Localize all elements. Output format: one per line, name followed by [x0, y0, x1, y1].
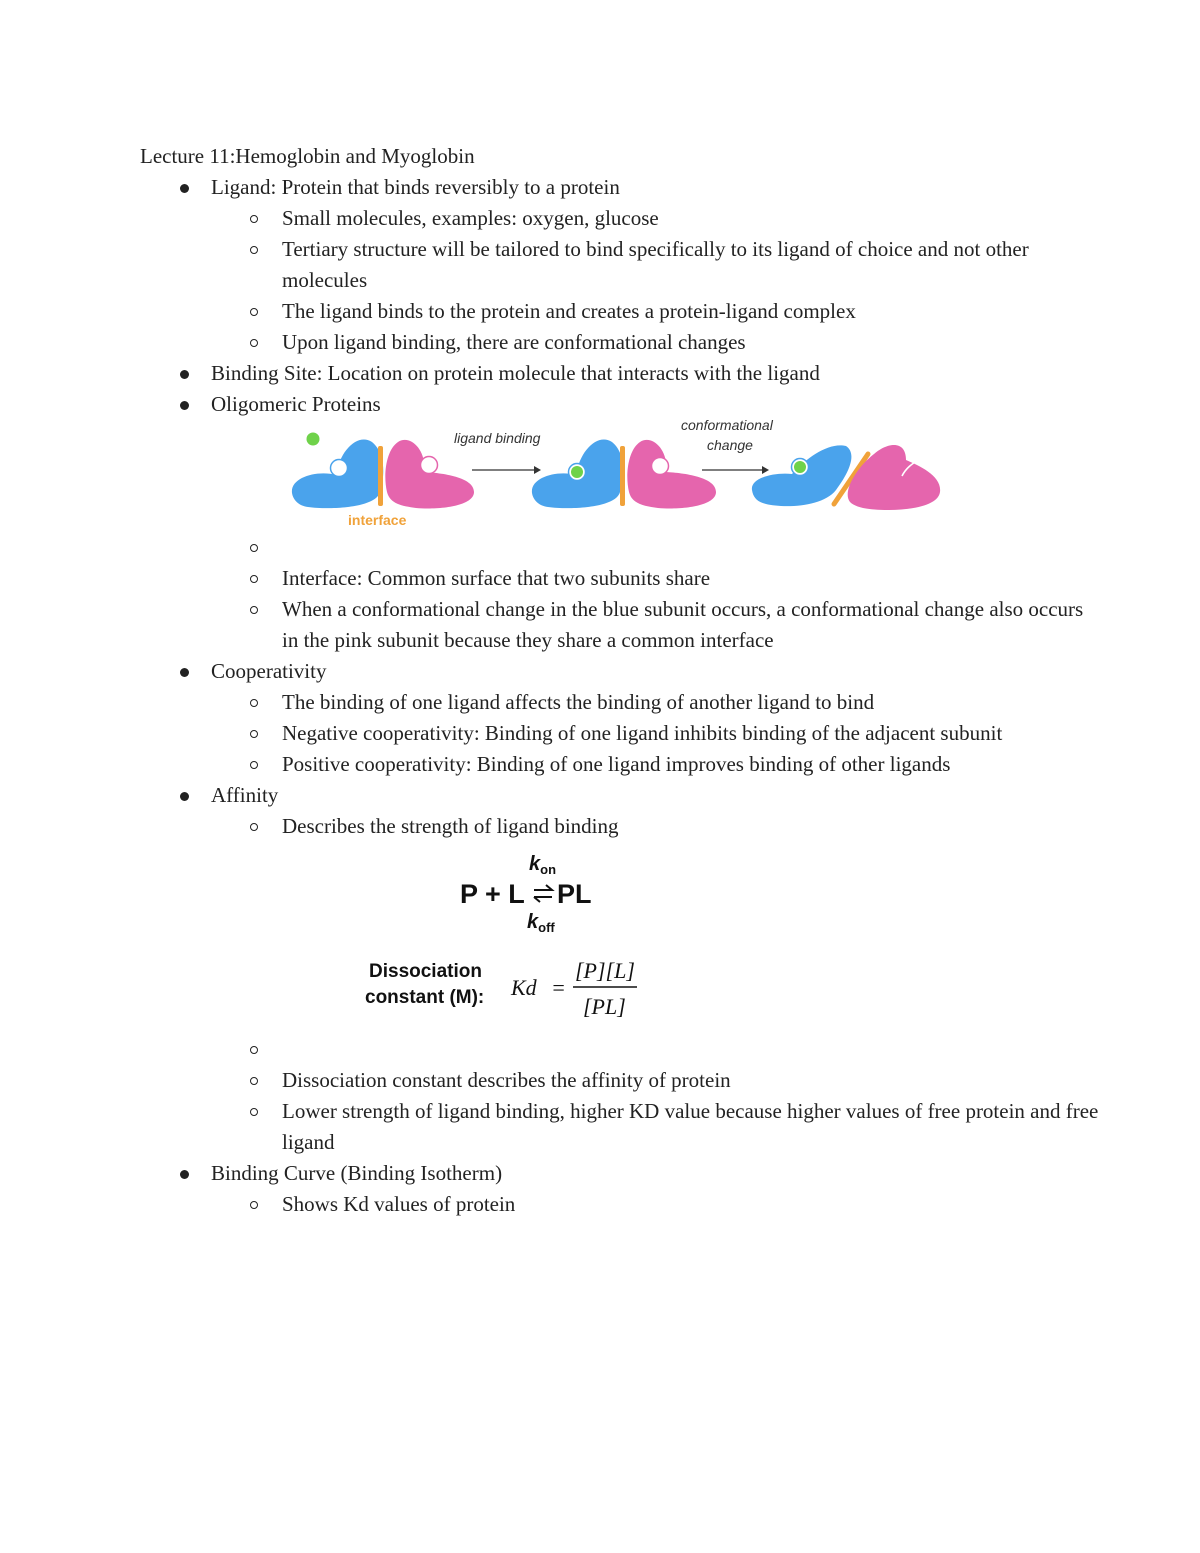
sub-bullet-text: Negative cooperativity: Binding of one ligand inhibits binding of the adjacent subunit	[282, 721, 1003, 745]
sub-bullet-text: Upon ligand binding, there are conformational changes	[282, 330, 746, 354]
sub-bullet	[140, 687, 1100, 718]
bullet-ligand	[140, 172, 1100, 358]
bullet-binding-curve	[140, 1158, 1100, 1220]
hollow-bullet-icon	[250, 730, 258, 738]
dissociation-equation-figure	[365, 848, 665, 1034]
sub-bullet-text: Describes the strength of ligand binding	[282, 814, 619, 838]
equilibrium-arrows-icon	[534, 885, 552, 902]
bullet-cooperativity	[140, 656, 1100, 780]
bullet-oligomeric-proteins	[140, 389, 1100, 656]
interface-bar	[378, 446, 383, 506]
oligomeric-protein-figure	[290, 420, 950, 532]
hollow-bullet-icon	[250, 1108, 258, 1116]
bullet-text: Binding Curve (Binding Isotherm)	[211, 1161, 503, 1185]
hollow-bullet-icon	[250, 575, 258, 583]
sub-bullet	[140, 1034, 1100, 1065]
interface-label: interface	[348, 512, 407, 528]
document-body	[140, 141, 1100, 1220]
binding-site-icon	[331, 460, 348, 477]
arrow-label-change: change	[707, 437, 753, 453]
ligand-icon	[794, 461, 806, 473]
pink-subunit-shape	[848, 445, 940, 510]
sub-bullet	[140, 203, 1100, 234]
sub-bullet-text: The ligand binds to the protein and creates a protein-ligand complex	[282, 299, 856, 323]
hollow-bullet-icon	[250, 823, 258, 831]
filled-bullet-icon	[180, 184, 189, 193]
sub-bullet	[140, 296, 1100, 327]
hollow-bullet-icon	[250, 1077, 258, 1085]
pink-subunit-shape	[627, 440, 716, 509]
outline	[140, 172, 1100, 1220]
arrow-head-icon	[534, 466, 541, 474]
binding-site-icon	[421, 457, 438, 474]
interface-bar	[620, 446, 625, 506]
filled-bullet-icon	[180, 792, 189, 801]
free-ligand-icon	[307, 433, 320, 446]
sub-bullet	[140, 327, 1100, 358]
filled-bullet-icon	[180, 668, 189, 677]
sub-bullet-text: Tertiary structure will be tailored to bind specifically to its ligand of choice and not other molecules	[282, 237, 1029, 292]
hollow-bullet-icon	[250, 699, 258, 707]
bullet-affinity	[140, 780, 1100, 1158]
sub-bullet-text: Small molecules, examples: oxygen, glucose	[282, 206, 659, 230]
kd-numerator: [P][L]	[575, 958, 635, 983]
arrow-head-icon	[762, 466, 769, 474]
kd-denominator: [PL]	[583, 994, 626, 1019]
sub-bullet	[140, 532, 1100, 563]
sub-bullet	[140, 749, 1100, 780]
sub-bullet	[140, 718, 1100, 749]
sub-bullet-text	[282, 535, 287, 559]
filled-bullet-icon	[180, 1170, 189, 1179]
kd-symbol: Kd	[511, 975, 537, 1000]
dissociation-label-line2: constant (M):	[365, 987, 485, 1008]
hollow-bullet-icon	[250, 544, 258, 552]
sub-bullet	[140, 811, 1100, 842]
hollow-bullet-icon	[250, 215, 258, 223]
sub-bullet-text	[282, 1037, 287, 1061]
filled-bullet-icon	[180, 370, 189, 379]
sub-bullet-text: When a conformational change in the blue subunit occurs, a conformational change also occurs in the pink subunit because they share a common interface	[282, 597, 1084, 652]
arrow-label-conformational: conformational	[681, 420, 773, 433]
binding-site-icon	[652, 458, 669, 475]
hollow-bullet-icon	[250, 1046, 258, 1054]
reaction-left: P + L	[460, 879, 525, 909]
sub-bullet-text: Interface: Common surface that two subunits share	[282, 566, 711, 590]
sub-bullet-text: The binding of one ligand affects the binding of another ligand to bind	[282, 690, 875, 714]
hollow-bullet-icon	[250, 246, 258, 254]
sub-bullet	[140, 1065, 1100, 1096]
bullet-binding-site	[140, 358, 1100, 389]
bullet-text: Binding Site: Location on protein molecule that interacts with the ligand	[211, 361, 820, 385]
hollow-bullet-icon	[250, 606, 258, 614]
sub-bullet	[140, 594, 1100, 656]
sub-bullet-text: Shows Kd values of protein	[282, 1192, 516, 1216]
filled-bullet-icon	[180, 401, 189, 410]
hollow-bullet-icon	[250, 308, 258, 316]
sub-bullet-text: Dissociation constant describes the affinity of protein	[282, 1068, 731, 1092]
reaction-right: PL	[557, 879, 592, 909]
bullet-text: Oligomeric Proteins	[211, 392, 381, 416]
sub-bullet	[140, 1096, 1100, 1158]
sub-bullet	[140, 1189, 1100, 1220]
ligand-icon	[571, 466, 583, 478]
sub-bullet	[140, 563, 1100, 594]
bullet-text: Cooperativity	[211, 659, 327, 683]
arrow-label-ligand-binding: ligand binding	[454, 430, 541, 446]
sub-bullet-text: Positive cooperativity: Binding of one ligand improves binding of other ligands	[282, 752, 951, 776]
sub-bullet-text: Lower strength of ligand binding, higher KD value because higher values of free protein and free ligand	[282, 1099, 1099, 1154]
bullet-text: Affinity	[211, 783, 279, 807]
koff-label: $k_{off}$	[527, 911, 555, 935]
sub-bullet	[140, 234, 1100, 296]
kon-label: $k_{on}$	[529, 853, 557, 877]
hollow-bullet-icon	[250, 339, 258, 347]
hollow-bullet-icon	[250, 1201, 258, 1209]
equals-sign: =	[551, 975, 566, 1000]
hollow-bullet-icon	[250, 761, 258, 769]
dissociation-label-line1: Dissociation	[369, 961, 482, 982]
page-title: Lecture 11:Hemoglobin and Myoglobin	[140, 144, 475, 168]
bullet-text: Ligand: Protein that binds reversibly to a protein	[211, 175, 620, 199]
